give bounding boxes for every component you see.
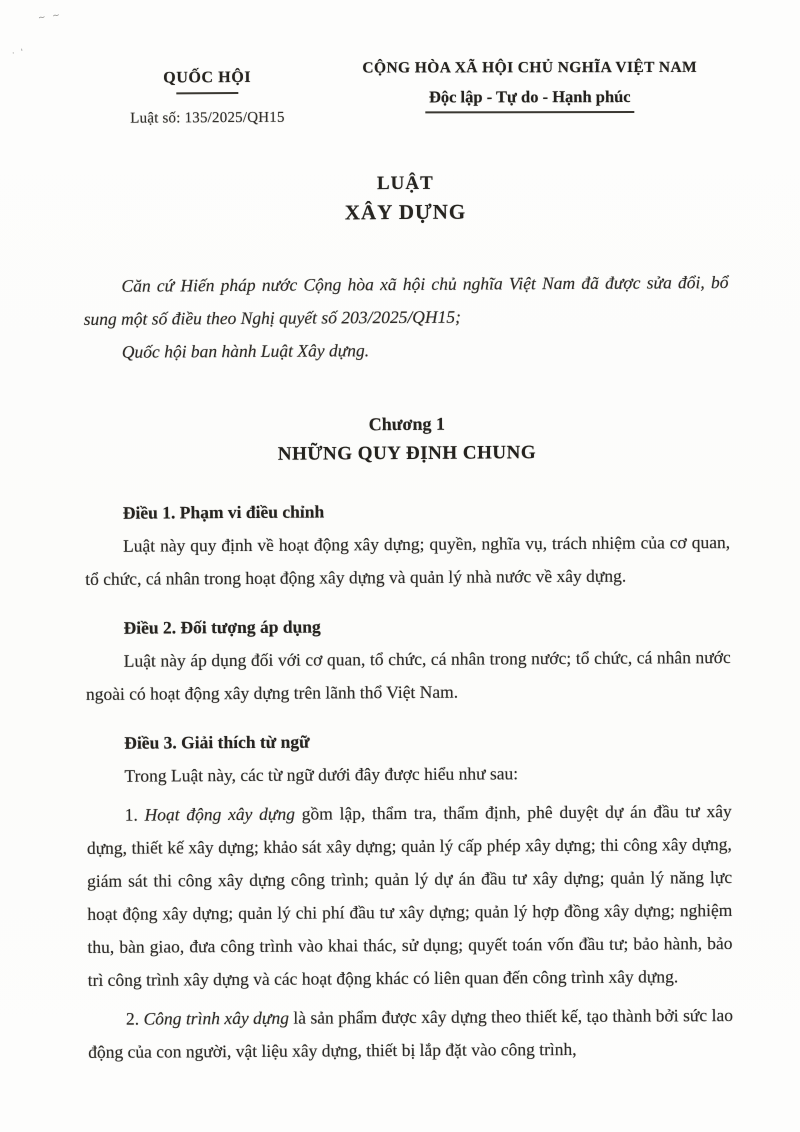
chapter-number: Chương 1 — [368, 413, 446, 435]
preamble-paragraph: Quốc hội ban hành Luật Xây dựng. — [121, 340, 370, 362]
pencil-mark-icon: · ' — [11, 47, 26, 58]
article-3-intro: Trong Luật này, các từ ngữ dưới đây được hiểu như sau: — [124, 763, 519, 786]
article-2-body: Luật này áp dụng đối với cơ quan, tổ chức, cá nhân trong nước; tổ chức, cá nhân nước ngoài có hoạt động xây dựng trên lãnh thổ Việt Nam. — [85, 646, 731, 704]
definition-number: 1. — [124, 804, 145, 825]
national-motto-block — [332, 59, 727, 114]
law-number: Luật số: 135/2025/QH15 — [130, 109, 285, 127]
preamble — [83, 266, 729, 369]
org-underline-divider — [176, 92, 238, 94]
document-title-type: LUẬT — [376, 172, 434, 195]
chapter-title: NHỮNG QUY ĐỊNH CHUNG — [277, 442, 537, 465]
issuing-authority-block — [82, 60, 332, 128]
chapter-heading — [84, 412, 729, 467]
country-name: CỘNG HÒA XÃ HỘI CHỦ NGHĨA VIỆT NAM — [362, 58, 698, 77]
defined-term: Công trình xây dựng — [143, 1007, 289, 1029]
national-motto: Độc lập - Tự do - Hạnh phúc — [425, 87, 635, 113]
article-1-body: Luật này quy định về hoạt động xây dựng; quyền, nghĩa vụ, trách nhiệm của cơ quan, tổ chức, cá nhân trong hoạt động xây dựng và quản lý nhà nước về xây dựng. — [85, 531, 731, 589]
definition-text: là sản phẩm được xây dựng theo thiết kế, tạo thành bởi sức lao động của con người, vật liệu xây dựng, thiết bị lắp đặt vào công trình, — [88, 1004, 734, 1062]
definition-text: gồm lập, thẩm tra, thẩm định, phê duyệt dự án đầu tư xây dựng, thiết kế xây dựng; khảo sát xây dựng; quản lý cấp phép xây dựng; thi công xây dựng, giám sát thi công xây dựng công trình; quản lý dự án đầu tư xây dựng; quản lý năng lực hoạt động xây dựng; quản lý chi phí đầu tư xây dựng; quản lý hợp đồng xây dựng; nghiệm thu, bàn giao, đưa công trình vào khai thác, sử dụng; quyết toán vốn đầu tư; bảo hành, bảo trì công trình xây dựng và các hoạt động khác có liên quan đến công trình xây dựng. — [86, 800, 733, 990]
article-1-heading: Điều 1. Phạm vi điều chỉnh — [122, 501, 325, 523]
national-header — [82, 58, 727, 128]
definition-item-1 — [87, 795, 733, 997]
article-3-heading: Điều 3. Giải thích từ ngữ — [124, 731, 310, 753]
article-2-heading: Điều 2. Đối tượng áp dụng — [123, 616, 321, 638]
definition-number: 2. — [125, 1008, 144, 1029]
issuing-org-name: QUỐC HỘI — [163, 68, 252, 87]
pencil-mark-icon: ~ ~ — [37, 10, 63, 24]
document-title — [83, 168, 728, 228]
document-title-subject: XÂY DỰNG — [344, 199, 467, 225]
preamble-paragraph: Căn cứ Hiến pháp nước Cộng hòa xã hội chủ nghĩa Việt Nam đã được sửa đổi, bổ sung một số điều theo Nghị quyết số 203/2025/QH15; — [83, 271, 729, 329]
defined-term: Hoạt động xây dựng — [144, 803, 296, 825]
definition-item-2 — [88, 999, 733, 1069]
